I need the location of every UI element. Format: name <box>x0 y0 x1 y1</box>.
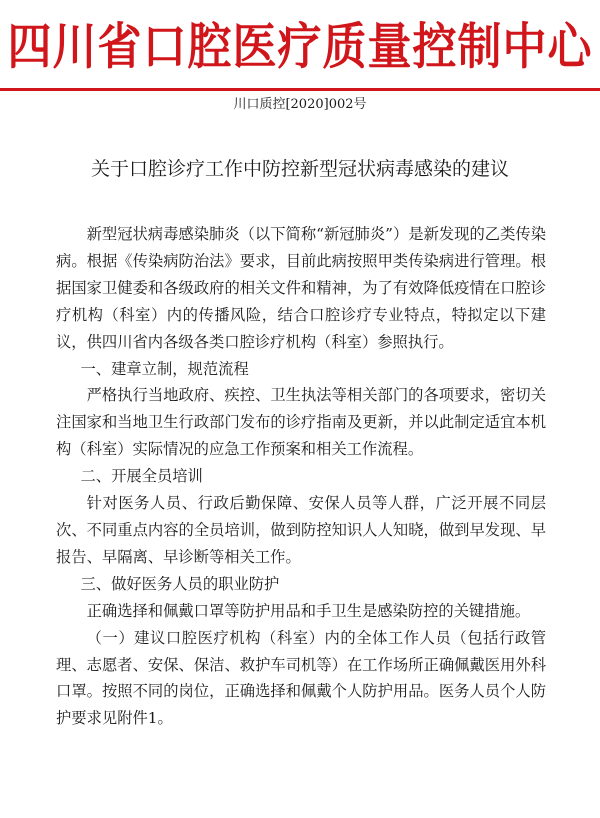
letterhead-red-rule <box>0 88 600 91</box>
letterhead-org-name: 四川省口腔医疗质量控制中心 <box>7 18 593 76</box>
section-heading-2: 二、开展全员培训 <box>80 467 203 486</box>
document-title: 关于口腔诊疗工作中防控新型冠状病毒感染的建议 <box>90 158 509 180</box>
section-3-paragraph: 正确选择和佩戴口罩等防护用品和手卫生是感染防控的关键措施。 <box>86 601 531 620</box>
section-2-paragraph: 针对医务人员、行政后勤保障、安保人员等人群，广泛开展不同层次、不同重点内容的全员培训，做到防控知识人人知晓，做到早发现、早报告、早隔离、早诊断等相关工作。 <box>56 494 546 566</box>
document-number: 川口质控[2020]002号 <box>233 97 367 112</box>
section-1-paragraph: 严格执行当地政府、疾控、卫生执法等相关部门的各项要求，密切关注国家和当地卫生行政部门发布的诊疗指南及更新，并以此制定适宜本机构（科室）实际情况的应急工作预案和相关工作流程。 <box>56 386 546 459</box>
section-3-item-1-paragraph: （一）建议口腔医疗机构（科室）内的全体工作人员（包括行政管理、志愿者、安保、保洁、救护车司机等）在工作场所正确佩戴医用外科口罩。按照不同的岗位，正确选择和佩戴个人防护用品。医务人员个人防护要求见附件1。 <box>56 628 546 728</box>
section-heading-3: 三、做好医务人员的职业防护 <box>80 574 280 593</box>
document-body <box>56 221 546 732</box>
section-heading-1: 一、建章立制，规范流程 <box>80 359 249 378</box>
intro-paragraph: 新型冠状病毒感染肺炎（以下简称“新冠肺炎”）是新发现的乙类传染病。根据《传染病防治法》要求，目前此病按照甲类传染病进行管理。根据国家卫健委和各级政府的相关文件和精神，为了有效降低疫情在口腔诊疗机构（科室）内的传播风险，结合口腔诊疗专业特点，特拟定以下建议，供四川省内各级各类口腔诊疗机构（科室）参照执行。 <box>56 225 546 351</box>
